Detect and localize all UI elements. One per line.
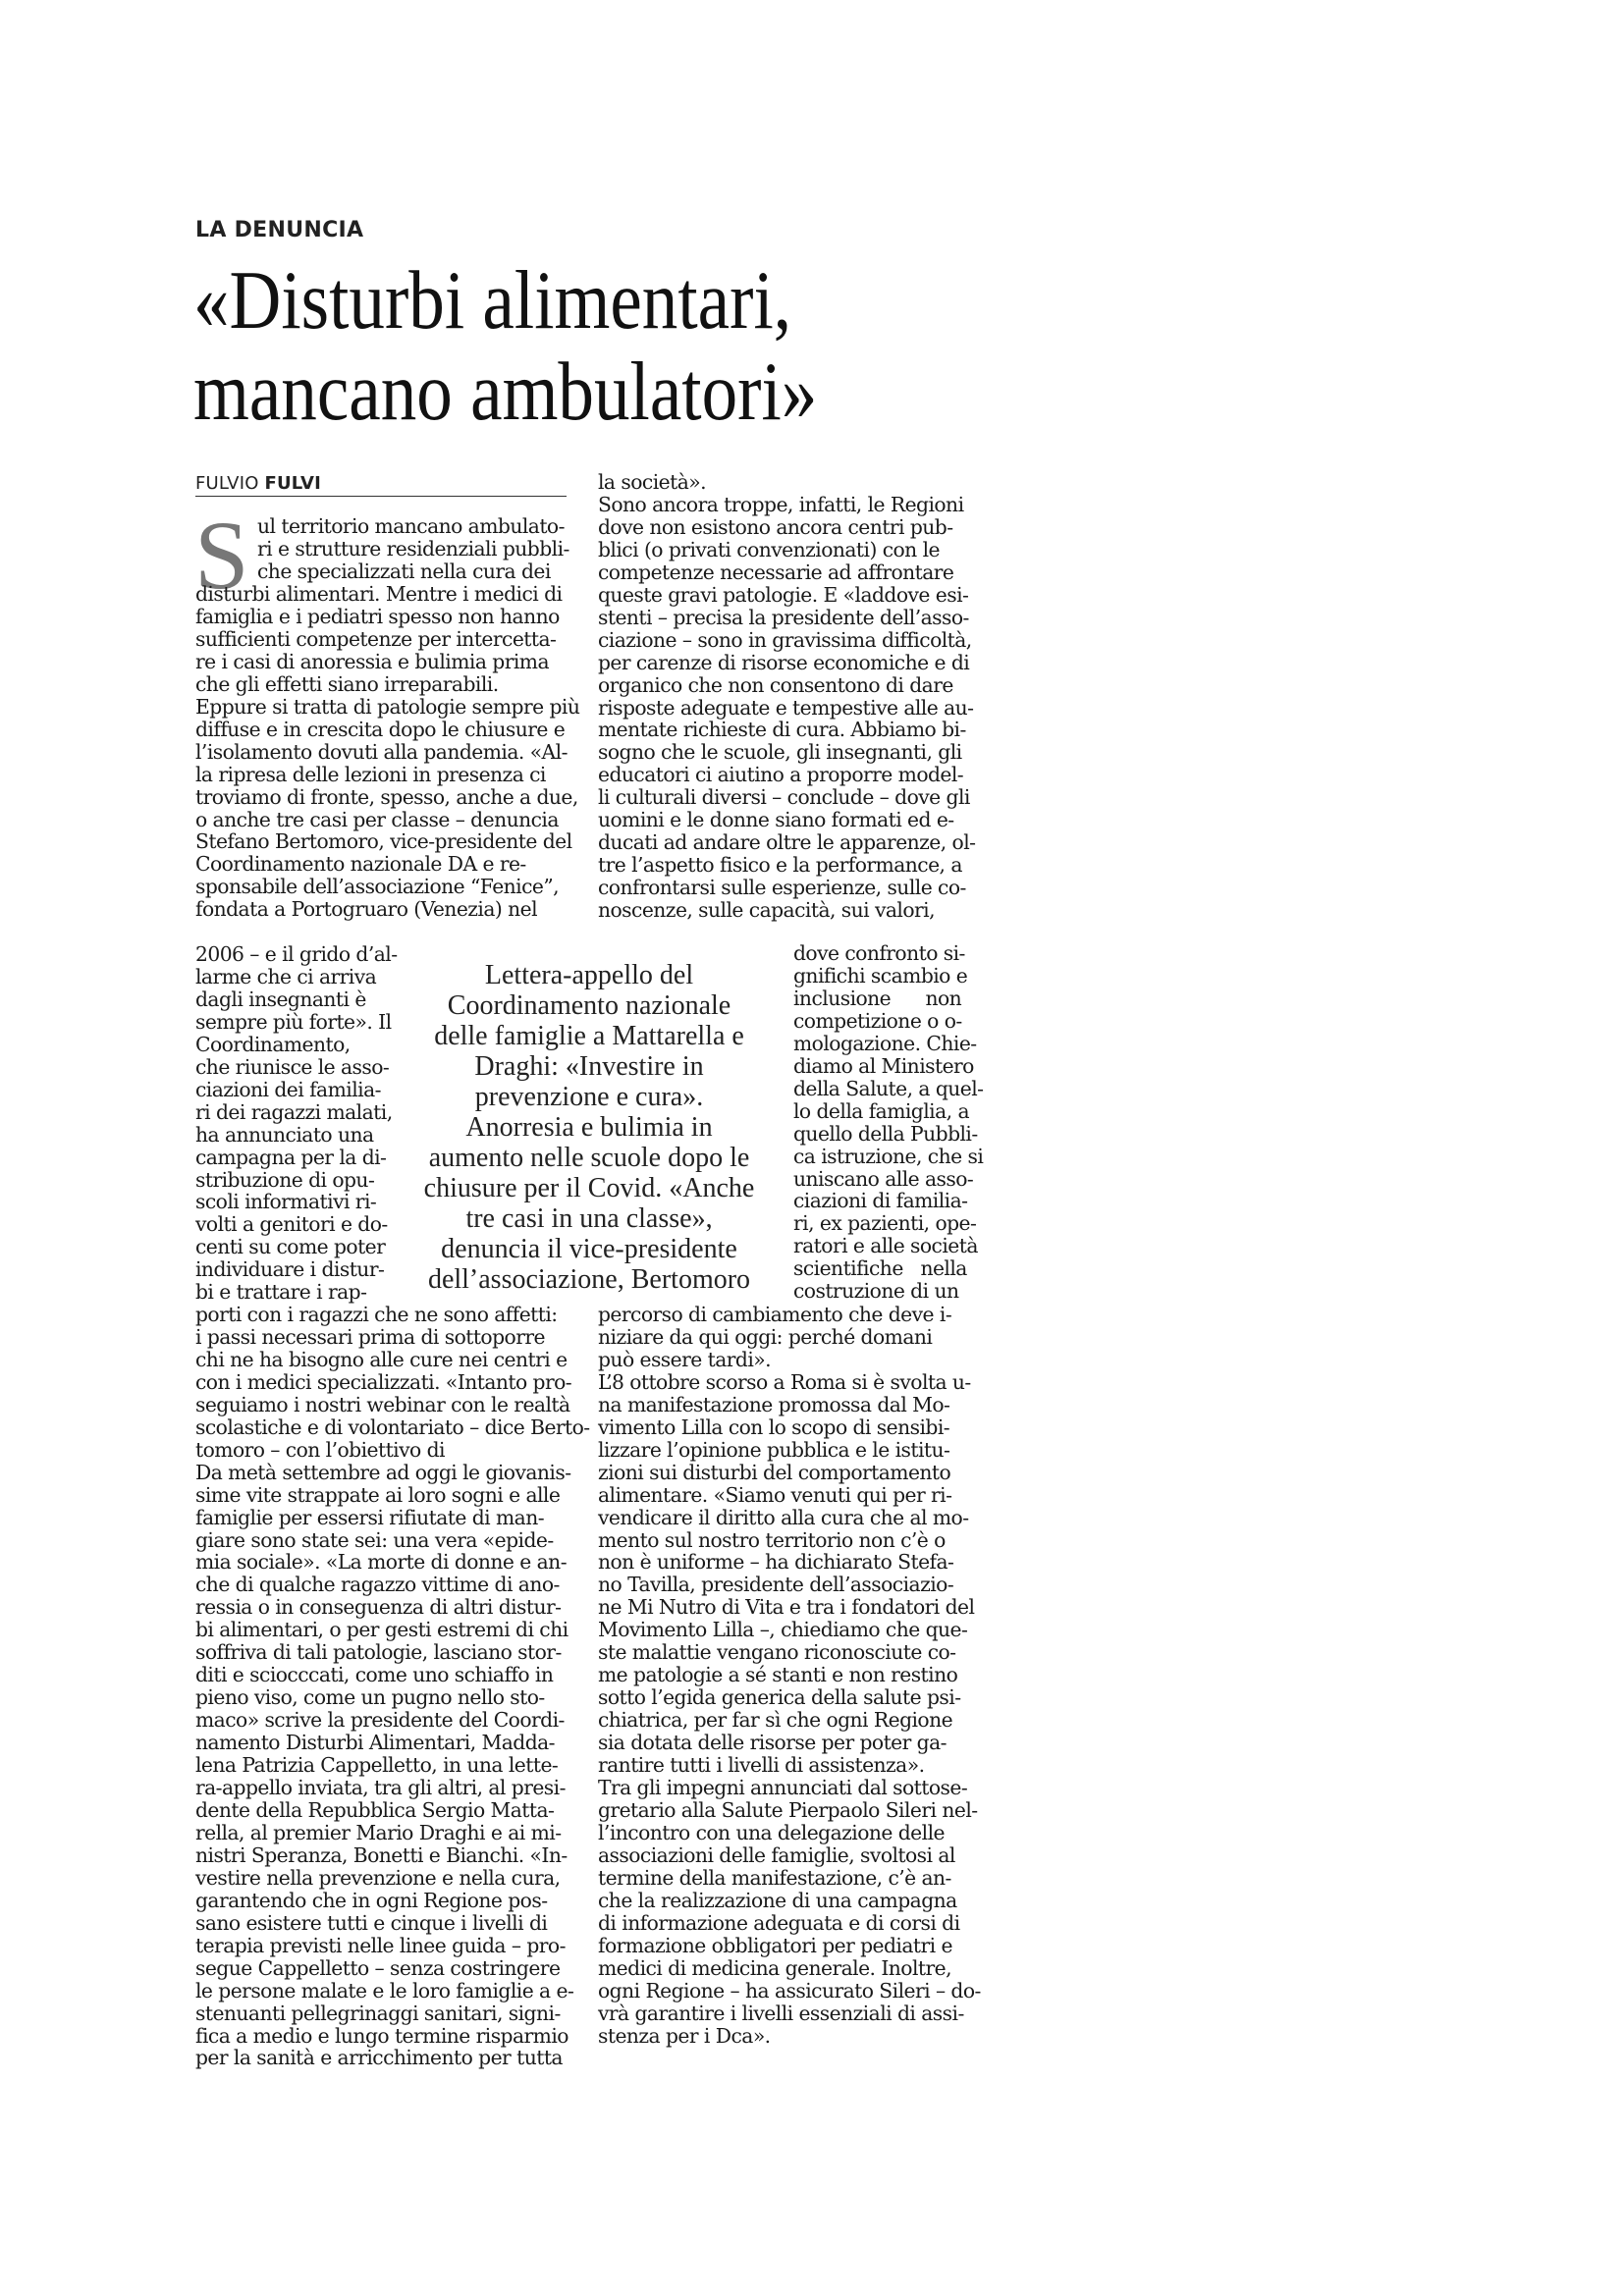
byline-last-name: FULVI — [264, 473, 322, 494]
byline — [195, 473, 321, 494]
column-1-intro-text: ul territorio mancano ambulato- ri e strutture residenziali pubbli- che specializzati nella cura dei — [257, 514, 569, 583]
article-headline: «Disturbi alimentari, mancano ambulatori» — [193, 254, 818, 438]
column-1-bottom-text: porti con i ragazzi che ne sono affetti: i passi necessari prima di sottoporre chi ne ha bisogno alle cure nei centri e con i medici specializzati. «Intanto pro- seguiamo i nostri webinar con le realtà scolastiche e di volontariato – dice Berto- tomoro – con l’obiettivo di Da metà settembre ad oggi le giovanis- sime vite strappate ai loro sogni e alle famiglie per essersi rifiutate di man- giare sono state sei: una vera «epide- mia sociale». «La morte di donne e an- che di qualche ragazzo vittime di ano- ressia o in conseguenza di altri distur- bi alimentari, o per gesti estremi di chi soffriva di tali patologie, lasciano stor- diti e sciocccati, come uno schiaffo in pieno viso, come un pugno nello sto- maco» scrive la presidente del Coordi- namento Disturbi Alimentari, Madda- lena Patrizia Cappelletto, in una lette- ra-appello inviata, tra gli altri, al presi- dente della Repubblica Sergio Matta- rella, al premier Mario Draghi e ai mi- nistri Speranza, Bonetti e Bianchi. «In- vestire nella prevenzione e nella cura, garantendo che in ogni Regione pos- sano esistere tutti e cinque i livelli di terapia previsti nelle linee guida – pro- segue Cappelletto – senza costringere le persone malate e le loro famiglie a e- stenuanti pellegrinaggi sanitari, signi- fica a medio e lungo termine risparmio per la sanità e arricchimento per tutta — [195, 1303, 590, 2070]
column-2-bottom-text: percorso di cambiamento che deve i- niziare da qui oggi: perché domani può essere tardi». L’8 ottobre scorso a Roma si è svolta u- na manifestazione promossa dal Mo- vimento Lilla con lo scopo di sensibi- lizzare l’opinione pubblica e le istitu- zioni sui disturbi del comportamento alimentare. «Siamo venuti qui per ri- vendicare il diritto alla cura che al mo- mento sul nostro territorio non c’è o non è uniforme – ha dichiarato Stefa- no Tavilla, presidente dell’associazio- ne Mi Nutro di Vita e tra i fondatori del Movimento Lilla –, chiediamo che que- ste malattie vengano riconosciute co- me patologie a sé stanti e non restino sotto l’egida generica della salute psi- chiatrica, per far sì che ogni Regione sia dotata delle risorse per poter ga- rantire tutti i livelli di assistenza». Tra gli impegni annunciati dal sottose- gretario alla Salute Pierpaolo Sileri nel- l’incontro con una delegazione delle associazioni delle famiglie, svoltosi al termine della manifestazione, c’è an- che la realizzazione di una campagna di informazione adeguata e di corsi di formazione obbligatori per pediatri e medici di medicina generale. Inoltre, ogni Regione – ha assicurato Sileri – do- vrà garantire i livelli essenziali di assi- stenza per i Dca». — [598, 1303, 981, 2048]
section-kicker: LA DENUNCIA — [195, 218, 364, 242]
column-1-main-text: disturbi alimentari. Mentre i medici di famiglia e i pediatri spesso non hanno sufficienti competenze per intercetta- re i casi di anoressia e bulimia prima che gli effetti siano irreparabili. Eppure si tratta di patologie sempre più diffuse e in crescita dopo le chiusure e l’isolamento dovuti alla pandemia. «Al- la ripresa delle lezioni in presenza ci troviamo di fronte, spesso, anche a due, o anche tre casi per classe – denuncia Stefano Bertomoro, vice-presidente del Coordinamento nazionale DA e re- sponsabile dell’associazione “Fenice”, fondata a Portogruaro (Venezia) nel — [195, 582, 580, 922]
drop-cap: S — [194, 501, 249, 610]
pull-quote: Lettera-appello del Coordinamento nazionale delle famiglie a Mattarella e Draghi: «Investire in prevenzione e cura». Anorresia e bulimia in aumento nelle scuole dopo le chiusure per il Covid. «Anche tre casi in una classe», denuncia il vice-presidente dell’associazione, Bertomoro — [423, 960, 755, 1295]
column-2-top-text: la società». Sono ancora troppe, infatti, le Regioni dove non esistono ancora centri pub- blici (o privati convenzionati) con le competenze necessarie ad affrontare queste gravi patologie. E «laddove esi- stenti – precisa la presidente dell’asso- ciazione – sono in gravissima difficoltà, per carenze di risorse economiche e di organico che non consentono di dare risposte adeguate e tempestive alle au- mentate richieste di cura. Abbiamo bi- sogno che le scuole, gli insegnanti, gli educatori ci aiutino a proporre model- li culturali diversi – conclude – dove gli uomini e le donne siano formati ed e- ducati ad andare oltre le apparenze, ol- tre l’aspetto fisico e la performance, a confrontarsi sulle esperienze, sulle co- noscenze, sulle capacità, sui valori, — [598, 470, 976, 923]
byline-first-name: FULVIO — [195, 473, 265, 494]
column-2-narrow-text: dove confronto si- gnifichi scambio e inclusione non competizione o o- mologazione. Chie- diamo al Ministero della Salute, a quel- lo della famiglia, a quello della Pubbli- ca istruzione, che si uniscano alle asso- ciazioni di familia- ri, ex pazienti, ope- ratori e alle società scientifiche nella costruzione di un — [793, 941, 984, 1304]
column-1-narrow-text: 2006 – e il grido d’al- larme che ci arriva dagli insegnanti è sempre più forte». Il Coordinamento, che riunisce le asso- ciazioni dei familia- ri dei ragazzi malati, ha annunciato una campagna per la di- stribuzione di opu- scoli informativi ri- volti a genitori e do- centi su come poter individuare i distur- bi e trattare i rap- — [195, 942, 398, 1305]
byline-rule — [195, 496, 567, 497]
